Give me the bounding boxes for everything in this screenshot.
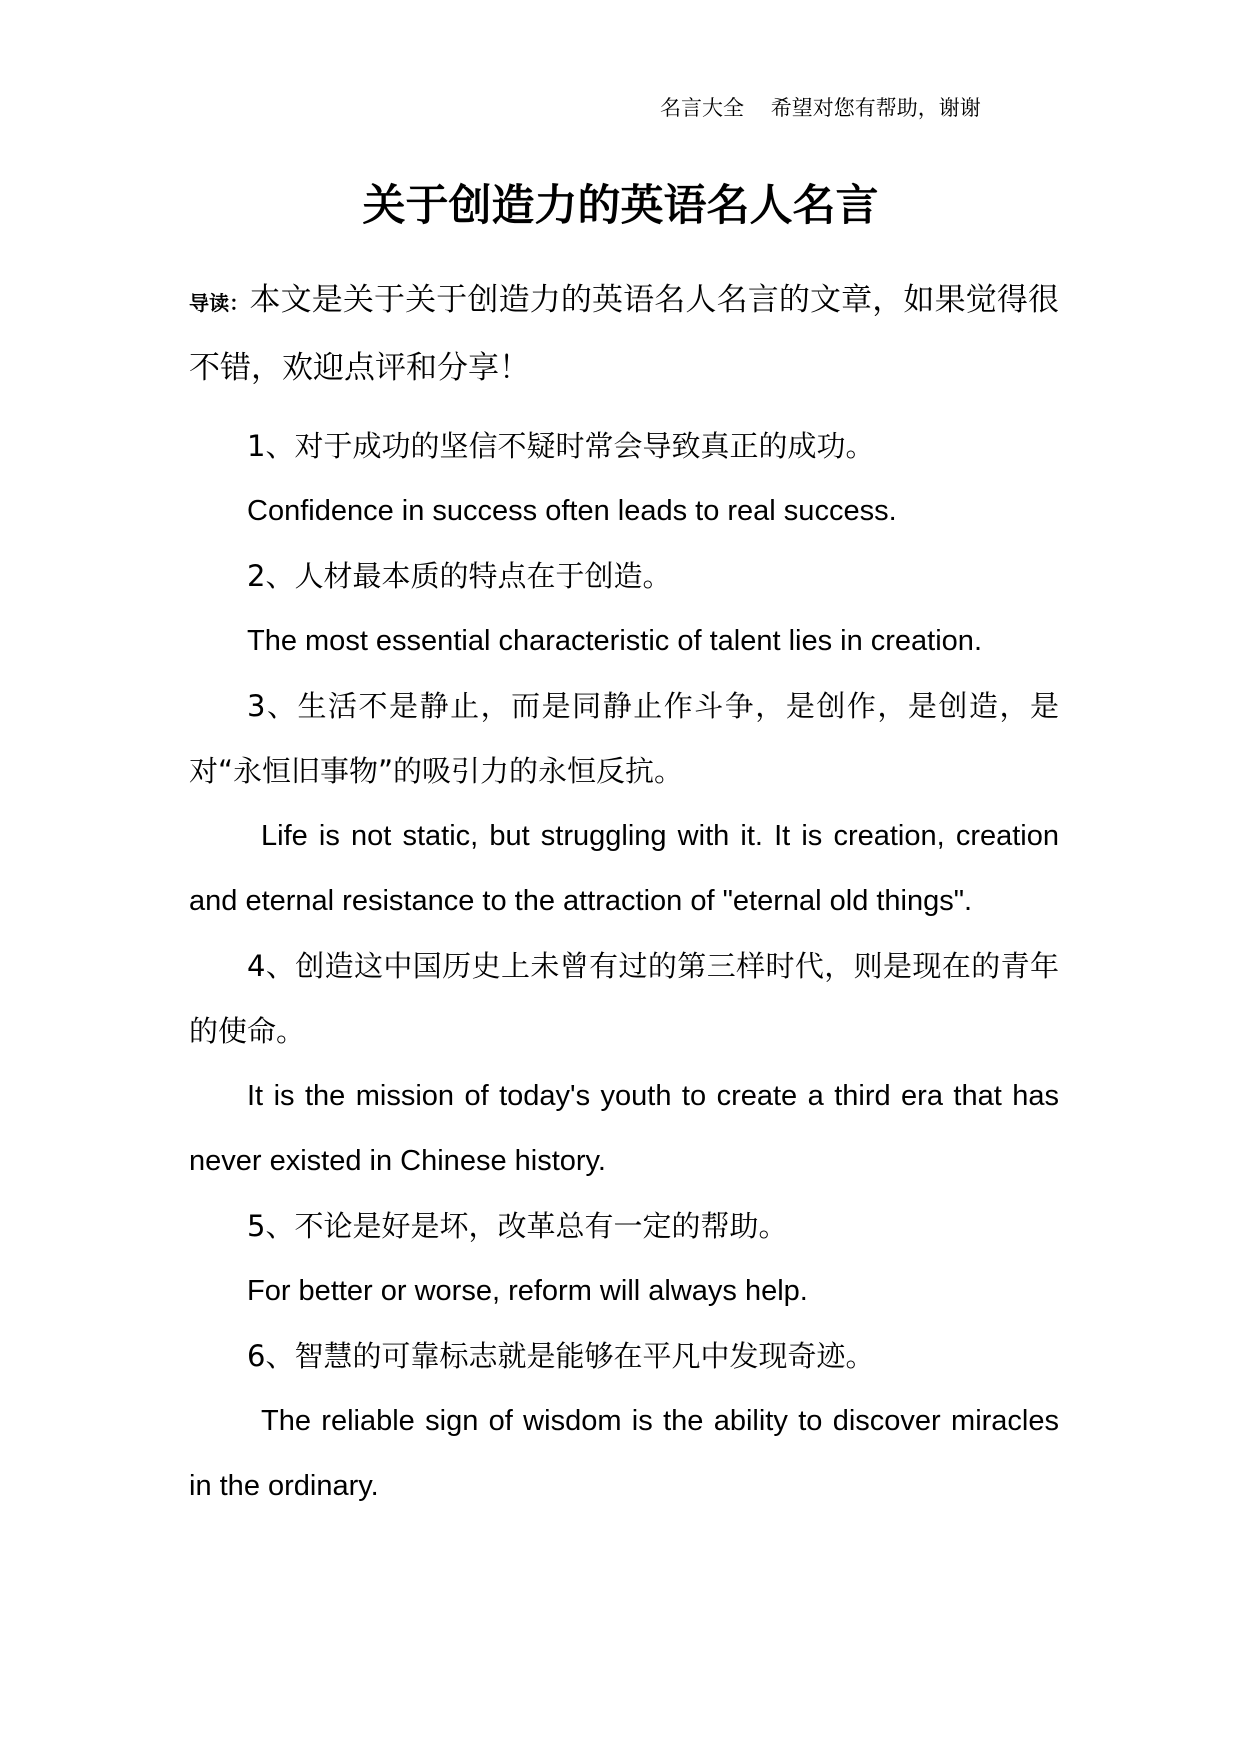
quote-list	[189, 414, 1059, 1519]
intro-label: 导读：	[189, 291, 250, 315]
quote-6-en: The reliable sign of wisdom is the ability to discover miracles in the ordinary.	[189, 1405, 1059, 1502]
page-title: 关于创造力的英语名人名言	[362, 181, 879, 231]
quote-3-en: Life is not static, but struggling with it. It is creation, creation and eternal resistance to the attraction of "eternal old things".	[189, 820, 1059, 917]
quote-5-en: For better or worse, reform will always help.	[247, 1275, 808, 1307]
quote-4-en: It is the mission of today's youth to create a third era that has never existed in Chinese history.	[189, 1080, 1059, 1177]
header-note: 名言大全 希望对您有帮助，谢谢	[660, 96, 981, 120]
quote-1-zh: 1、对于成功的坚信不疑时常会导致真正的成功。	[247, 429, 875, 463]
intro-paragraph	[189, 268, 1059, 401]
intro-text: 本文是关于关于创造力的英语名人名言的文章，如果觉得很不错，欢迎点评和分享！	[189, 282, 1060, 386]
quote-2-en: The most essential characteristic of talent lies in creation.	[247, 625, 982, 657]
quote-5-zh: 5、不论是好是坏，改革总有一定的帮助。	[247, 1209, 788, 1243]
quote-6-zh: 6、智慧的可靠标志就是能够在平凡中发现奇迹。	[247, 1339, 875, 1373]
quote-3-zh: 3、生活不是静止，而是同静止作斗争，是创作，是创造，是对“永恒旧事物”的吸引力的永恒反抗。	[189, 689, 1059, 788]
quote-1-en: Confidence in success often leads to real success.	[247, 495, 897, 527]
quote-4-zh: 4、创造这中国历史上未曾有过的第三样时代，则是现在的青年的使命。	[189, 949, 1059, 1048]
quote-2-zh: 2、人材最本质的特点在于创造。	[247, 559, 672, 593]
